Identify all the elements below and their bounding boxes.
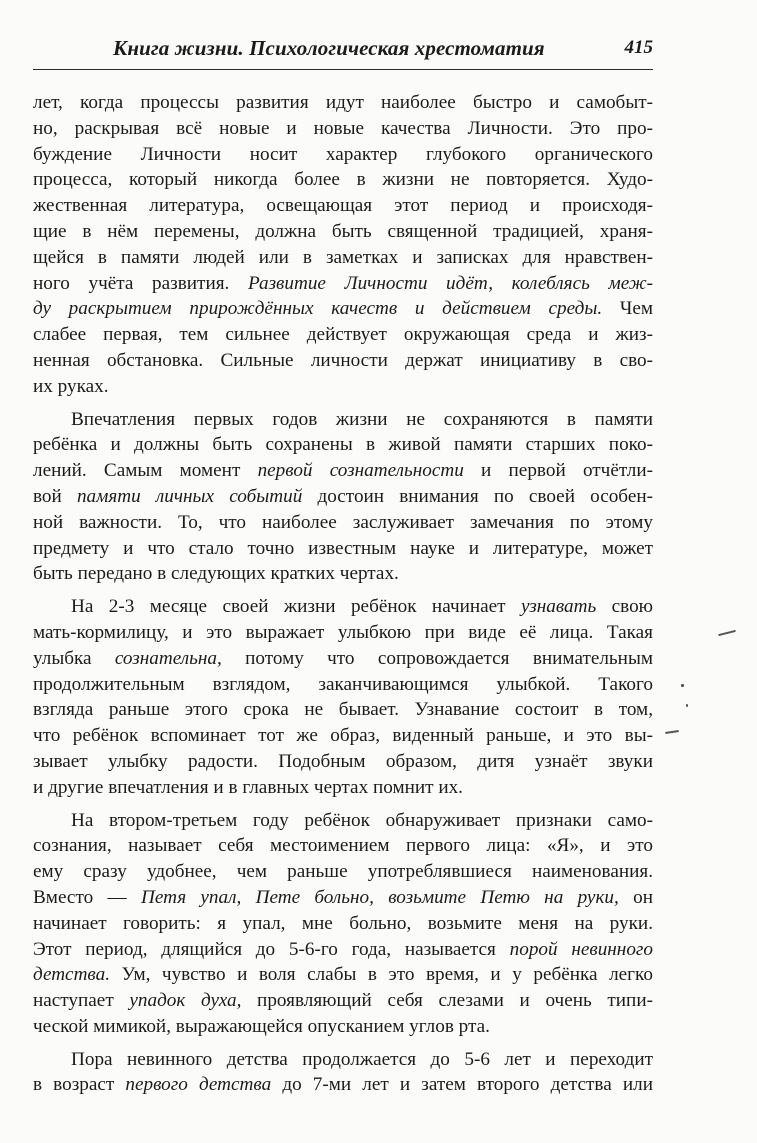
text-run: продолжительным взглядом, заканчивающимся улыбкой. Такого [33, 673, 653, 695]
text-line [33, 167, 653, 193]
text-run: но, раскрывая всё новые и новые качества Личности. Это про- [33, 117, 653, 139]
text-run: ного учёта развития. [33, 272, 248, 294]
text-run: мать-кормилицу, и это выражает улыбкою при виде её лица. Такая [33, 621, 653, 643]
text-line [33, 374, 653, 400]
paragraph [33, 1047, 653, 1099]
italic-phrase: ду раскрытием прирождённых качеств и действием среды. [33, 298, 603, 320]
text-run: проявляющий себя слезами и очень типи- [241, 990, 653, 1012]
text-line [33, 510, 653, 536]
book-title: Книга жизни. Психологическая хрестоматия [113, 36, 545, 60]
text-run: щие в нём перемены, должна быть священной традицией, храня- [33, 220, 653, 242]
text-line [33, 219, 653, 245]
text-run: ненная обстановка. Сильные личности держат инициативу в сво- [33, 349, 653, 371]
text-run: Пора невинного детства продолжается до 5-6 лет и переходит [71, 1048, 653, 1070]
italic-phrase: первой сознательности [257, 460, 464, 482]
paragraph [33, 808, 653, 1040]
text-run: Вместо — [33, 886, 141, 908]
text-run: зывает улыбку радости. Подобным образом, дитя узнаёт звуки [33, 750, 653, 772]
text-line [33, 962, 653, 988]
text-line [33, 90, 653, 116]
text-line [33, 322, 653, 348]
text-line [33, 1047, 653, 1073]
scan-speck [681, 684, 684, 687]
text-run: быть передано в следующих кратких чертах. [33, 563, 399, 585]
text-run: ной важности. То, что наиболее заслуживает замечания по этому [33, 511, 653, 533]
text-run: до 7-ми лет и затем второго детства или [271, 1074, 653, 1096]
text-run: ческой мимикой, выражающейся опусканием углов рта. [33, 1015, 490, 1037]
text-line [33, 348, 653, 374]
text-run: вой [33, 485, 77, 507]
text-run: достоин внимания по своей особен- [302, 485, 653, 507]
text-line [33, 594, 653, 620]
text-run: Чем [602, 298, 653, 320]
text-run: процесса, который никогда более в жизни не повторяется. Худо- [33, 169, 653, 191]
text-run: буждение Личности носит характер глубокого органического [33, 143, 653, 165]
text-line [33, 885, 653, 911]
text-run: наступает [33, 990, 130, 1012]
text-run: ребёнка и должны быть сохранены в живой памяти старших поко- [33, 434, 653, 456]
text-line [33, 432, 653, 458]
text-run: в возраст [33, 1074, 126, 1096]
text-line [33, 1072, 653, 1098]
text-run: щейся в памяти людей или в заметках и записках для нравствен- [33, 246, 653, 268]
text-run: начинает говорить: я упал, мне больно, возьмите меня на руки. [33, 912, 653, 934]
text-line [33, 808, 653, 834]
text-line [33, 1014, 653, 1040]
text-line [33, 407, 653, 433]
paragraph-gap [33, 1040, 653, 1047]
text-line [33, 697, 653, 723]
text-line [33, 937, 653, 963]
text-run: что ребёнок вспоминает тот же образ, виденный раньше, и это вы- [33, 725, 653, 747]
scan-speck [686, 704, 688, 707]
text-run: взгляда раньше этого срока не бывает. Узнавание состоит в том, [33, 699, 653, 721]
text-line [33, 296, 653, 322]
italic-phrase: сознательна, [114, 647, 222, 669]
text-line [33, 142, 653, 168]
text-line [33, 245, 653, 271]
paragraph [33, 90, 653, 400]
paragraph [33, 594, 653, 800]
text-line [33, 458, 653, 484]
italic-phrase: порой невинного [509, 938, 653, 960]
italic-phrase: Развитие Личности идёт, колеблясь меж- [247, 272, 653, 294]
italic-phrase: Петя упал, Пете больно, возьмите Петю на руки, [140, 886, 619, 908]
text-line [33, 484, 653, 510]
text-run: свою [596, 596, 653, 618]
text-run: улыбка [33, 647, 115, 669]
italic-phrase: упадок духа, [129, 990, 242, 1012]
text-line [33, 911, 653, 937]
text-run: лет, когда процессы развития идут наиболее быстро и самобыт- [33, 92, 653, 113]
scan-speck [665, 730, 679, 733]
paragraph-gap [33, 587, 653, 594]
text-line [33, 116, 653, 142]
text-run: лений. Самым момент [33, 460, 258, 482]
running-header [33, 36, 653, 70]
text-run: сознания, называет себя местоимением первого лица: «Я», и это [33, 835, 653, 857]
text-run: их руках. [33, 375, 109, 397]
text-run: предмету и что стало точно известным науке и литературе, может [33, 537, 653, 559]
text-line [33, 833, 653, 859]
text-line [33, 620, 653, 646]
page-number: 415 [624, 37, 653, 58]
text-run: жественная литература, освещающая этот период и происходя- [33, 195, 653, 217]
text-run: и первой отчётли- [463, 460, 653, 482]
text-line [33, 723, 653, 749]
text-line [33, 193, 653, 219]
text-run: и другие впечатления и в главных чертах помнит их. [33, 776, 463, 798]
body-text [33, 90, 653, 1098]
text-line [33, 561, 653, 587]
text-line [33, 646, 653, 672]
text-run: потому что сопровождается внимательным [221, 647, 653, 669]
text-run: он [618, 886, 653, 908]
text-line [33, 988, 653, 1014]
text-line [33, 749, 653, 775]
text-run: слабее первая, тем сильнее действует окружающая среда и жиз- [33, 324, 653, 346]
italic-phrase: памяти личных событий [76, 485, 303, 507]
text-run: ему сразу удобнее, чем раньше употреблявшиеся наименования. [33, 861, 653, 883]
italic-phrase: узнавать [520, 596, 597, 618]
paragraph [33, 407, 653, 588]
text-line [33, 775, 653, 801]
text-run: Впечатления первых годов жизни не сохраняются в памяти [71, 408, 653, 430]
text-run: Этот период, длящийся до 5-6-го года, называется [33, 938, 510, 960]
italic-phrase: первого детства [125, 1074, 272, 1096]
text-run: Ум, чувство и воля слабы в это время, и у ребёнка легко [110, 964, 653, 986]
text-run: На 2-3 месяце своей жизни ребёнок начинает [71, 596, 521, 618]
text-line [33, 271, 653, 297]
header-rule [33, 69, 653, 70]
text-line [33, 672, 653, 698]
paragraph-gap [33, 801, 653, 808]
text-line [33, 536, 653, 562]
scan-speck [718, 630, 736, 636]
paragraph-gap [33, 400, 653, 407]
text-run: На втором-третьем году ребёнок обнаруживает признаки само- [71, 809, 653, 831]
italic-phrase: детства. [33, 964, 111, 986]
text-line [33, 859, 653, 885]
